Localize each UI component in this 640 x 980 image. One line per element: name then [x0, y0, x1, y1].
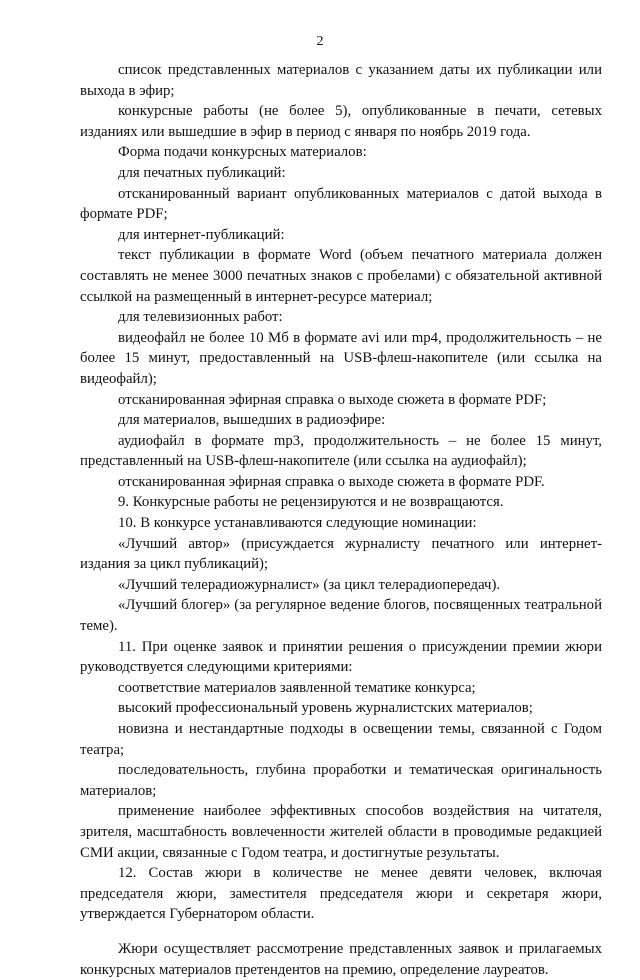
paragraph: 10. В конкурсе устанавливаются следующие номинации:	[118, 515, 477, 532]
paragraph: отсканированная эфирная справка о выходе сюжета в формате PDF;	[118, 391, 547, 408]
paragraph: отсканированная эфирная справка о выходе сюжета в формате PDF.	[118, 473, 545, 490]
paragraph: аудиофайл в формате mp3, продолжительность – не более 15 минут, представленный на USB-флеш-накопителе (или ссылка на аудиофайл);	[80, 432, 602, 470]
paragraph: соответствие материалов заявленной тематике конкурса;	[118, 679, 476, 696]
paragraph: новизна и нестандартные подходы в освещении темы, связанной с Годом театра;	[80, 721, 602, 758]
paragraph: 9. Конкурсные работы не рецензируются и не возвращаются.	[118, 494, 504, 511]
paragraph: 11. При оценке заявок и принятии решения о присуждении премии жюри руководствуется следующими критериями:	[80, 638, 602, 676]
paragraph: применение наиболее эффективных способов воздействия на читателя, зрителя, масштабность вовлеченности жителей области в проводимые редакцией СМИ акции, связанные с Годом театра, и достигнутые результаты.	[80, 803, 602, 861]
paragraph: отсканированный вариант опубликованных материалов с датой выхода в формате PDF;	[80, 185, 602, 223]
paragraph: для печатных публикаций:	[118, 164, 286, 181]
page-number: 2	[316, 34, 324, 49]
paragraph: Жюри осуществляет рассмотрение представленных заявок и прилагаемых конкурсных материалов претендентов на премию, определение лауреатов.	[80, 940, 602, 978]
paragraph: для интернет-публикаций:	[118, 226, 285, 243]
paragraph: Форма подачи конкурсных материалов:	[118, 144, 367, 161]
paragraph: для материалов, вышедших в радиоэфире:	[118, 412, 386, 429]
paragraph: список представленных материалов с указанием даты их публикации или выхода в эфир;	[80, 62, 602, 99]
paragraph: 12. Состав жюри в количестве не менее девяти человек, включая председателя жюри, заместителя председателя жюри и секретаря жюри, утверждается Губернатором области.	[80, 865, 602, 923]
paragraph: «Лучший автор» (присуждается журналисту печатного или интернет-издания за цикл публикаций);	[80, 535, 602, 573]
paragraph: «Лучший телерадиожурналист» (за цикл телерадиопередач).	[118, 576, 501, 593]
paragraph: высокий профессиональный уровень журналистских материалов;	[118, 700, 533, 717]
paragraph: для телевизионных работ:	[118, 309, 283, 326]
paragraph: текст публикации в формате Word (объем печатного материала должен составлять не менее 3000 печатных знаков с пробелами) с обязательной активной ссылкой на размещенный в интернет-ресурсе материал;	[80, 247, 602, 305]
paragraph: конкурсные работы (не более 5), опубликованные в печати, сетевых изданиях или вышедшие в эфир в период с января по ноябрь 2019 года.	[80, 103, 602, 140]
paragraph: видеофайл не более 10 Мб в формате avi или mp4, продолжительность – не более 15 минут, предоставленный на USB-флеш-накопителе (или ссылка на видеофайл);	[80, 329, 602, 387]
paragraph: последовательность, глубина проработки и тематическая оригинальность материалов;	[80, 762, 602, 799]
paragraph: «Лучший блогер» (за регулярное ведение блогов, посвященных театральной теме).	[80, 597, 602, 635]
document-body	[80, 60, 602, 980]
